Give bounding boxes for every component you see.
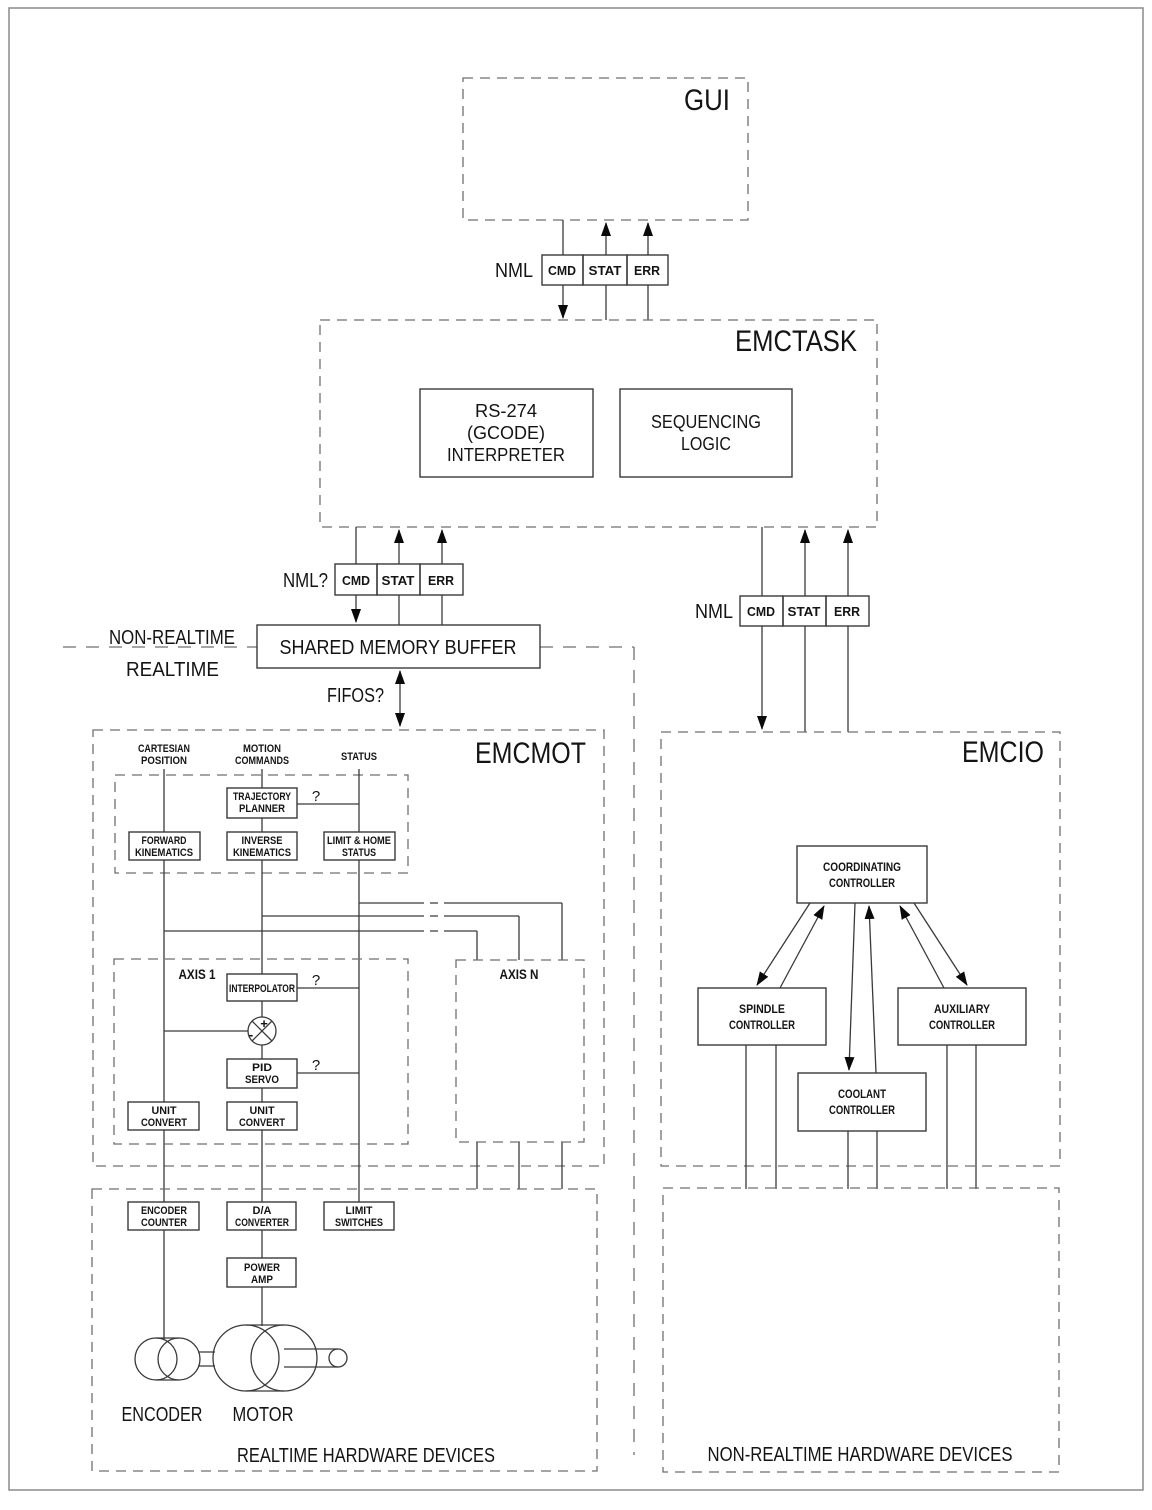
- sequencing-logic-line2: LOGIC: [681, 434, 731, 454]
- nml-emcio-cmd: CMD: [747, 604, 775, 619]
- axis-n-branch-wires: [164, 903, 562, 1189]
- shared-memory-buffer-label: SHARED MEMORY BUFFER: [279, 637, 517, 659]
- emcmot-box: [93, 730, 604, 1166]
- nml-gui-stat: STAT: [588, 263, 622, 278]
- col-motion-line1: MOTION: [243, 743, 282, 755]
- gcode-interpreter-line3: INTERPRETER: [447, 445, 565, 465]
- nonrealtime-hw-box: [663, 1188, 1059, 1472]
- encoder-label: ENCODER: [121, 1404, 203, 1426]
- encoder-counter-line1: ENCODER: [141, 1205, 188, 1217]
- divider-label-realtime: REALTIME: [126, 659, 219, 681]
- emcmot-title: EMCMOT: [475, 737, 586, 770]
- nml-emcio-stat: STAT: [787, 604, 821, 619]
- unit-convert-left-line2: CONVERT: [141, 1117, 188, 1129]
- nml-gui-cmd: CMD: [548, 263, 576, 278]
- spindle-controller-box: [698, 988, 826, 1045]
- sequencing-logic-box: [620, 389, 792, 477]
- divider-label-nonrealtime: NON-REALTIME: [109, 627, 235, 649]
- gui-title: GUI: [684, 84, 730, 117]
- axisn-title: AXIS N: [499, 966, 539, 982]
- sequencing-logic-line1: SEQUENCING: [651, 412, 761, 432]
- nml-emcmot-label: NML?: [283, 570, 328, 592]
- summing-plus-sign: +: [260, 1016, 268, 1031]
- coolant-controller-line2: CONTROLLER: [829, 1103, 896, 1117]
- coordinating-controller-line2: CONTROLLER: [829, 876, 896, 890]
- trajectory-planner-line2: PLANNER: [239, 803, 286, 815]
- nonrealtime-hw-title: NON-REALTIME HARDWARE DEVICES: [707, 1444, 1013, 1466]
- nml-emcmot-cmd: CMD: [342, 573, 370, 588]
- unit-convert-left-line1: UNIT: [151, 1105, 177, 1117]
- nml-emcio-wires: [762, 527, 848, 732]
- inverse-kinematics-line2: KINEMATICS: [233, 847, 291, 859]
- gcode-interpreter-line1: RS-274: [475, 401, 537, 421]
- unit-convert-center-line1: UNIT: [249, 1105, 275, 1117]
- auxiliary-controller-line1: AUXILIARY: [934, 1002, 990, 1016]
- axisn-box: [456, 960, 584, 1142]
- emctask-title: EMCTASK: [735, 325, 857, 358]
- power-amp-line1: POWER: [244, 1262, 281, 1274]
- auxiliary-controller-line2: CONTROLLER: [929, 1018, 996, 1032]
- unit-convert-center-line2: CONVERT: [239, 1117, 286, 1129]
- fifos-label: FIFOS?: [327, 685, 384, 707]
- nml-gui-label: NML: [495, 260, 533, 282]
- col-status: STATUS: [341, 751, 377, 763]
- spindle-controller-line2: CONTROLLER: [729, 1018, 796, 1032]
- limit-home-status-line1: LIMIT & HOME: [327, 835, 391, 847]
- realtime-hw-title: REALTIME HARDWARE DEVICES: [237, 1445, 495, 1467]
- col-motion-line2: COMMANDS: [235, 755, 289, 767]
- inverse-kinematics-line1: INVERSE: [241, 835, 283, 847]
- realtime-hw-box: [92, 1189, 597, 1471]
- limit-switches-line1: LIMIT: [345, 1205, 373, 1217]
- nml-emcmot-stat: STAT: [381, 573, 415, 588]
- gcode-interpreter-line2: (GCODE): [467, 423, 545, 443]
- coordinating-controller-line1: COORDINATING: [823, 860, 901, 874]
- limit-home-status-line2: STATUS: [342, 847, 376, 859]
- interpolator-label: INTERPOLATOR: [229, 983, 296, 995]
- pid-servo-line2: SERVO: [245, 1074, 280, 1086]
- da-converter-line2: CONVERTER: [235, 1217, 290, 1229]
- pid-servo-line1: PID: [252, 1062, 273, 1074]
- trajectory-planner-line1: TRAJECTORY: [233, 791, 292, 803]
- nml-emcio-label: NML: [695, 601, 733, 623]
- col-cartesian-line2: POSITION: [141, 755, 188, 767]
- summing-minus-sign: -: [248, 1027, 254, 1042]
- axis-n-branch-dashes: [416, 903, 452, 931]
- spindle-controller-line1: SPINDLE: [739, 1002, 785, 1016]
- motor-label: MOTOR: [232, 1404, 294, 1426]
- pid-question-mark: ?: [311, 1057, 321, 1074]
- encoder-drawing: [135, 1338, 200, 1380]
- encoder-counter-line2: COUNTER: [141, 1217, 188, 1229]
- coordinating-controller-box: [797, 846, 927, 903]
- coolant-controller-line1: COOLANT: [838, 1087, 887, 1101]
- limit-switches-line2: SWITCHES: [335, 1217, 383, 1229]
- nml-emcmot-err: ERR: [428, 573, 455, 588]
- coolant-controller-box: [798, 1073, 926, 1131]
- nml-gui-err: ERR: [634, 263, 661, 278]
- forward-kinematics-line2: KINEMATICS: [135, 847, 193, 859]
- emcio-title: EMCIO: [962, 736, 1044, 769]
- emcio-output-wires: [746, 1045, 976, 1189]
- nml-emcio-err: ERR: [834, 604, 861, 619]
- forward-kinematics-line1: FORWARD: [141, 835, 187, 847]
- col-cartesian-line1: CARTESIAN: [138, 743, 191, 755]
- trajectory-question-mark: ?: [311, 788, 321, 805]
- auxiliary-controller-box: [898, 988, 1026, 1045]
- interpolator-question-mark: ?: [311, 972, 321, 989]
- axis1-title: AXIS 1: [178, 966, 216, 982]
- motor-drawing: [198, 1325, 347, 1391]
- da-converter-line1: D/A: [252, 1205, 272, 1217]
- power-amp-line2: AMP: [251, 1274, 273, 1286]
